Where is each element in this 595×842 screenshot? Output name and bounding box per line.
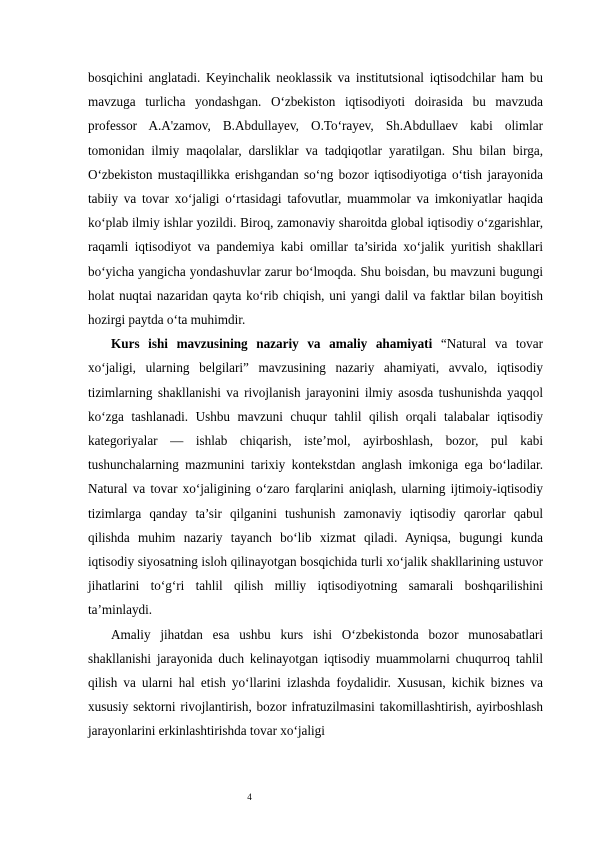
page-number-footer	[0, 792, 595, 802]
paragraph-practical: Amaliy jihatdan esa ushbu kurs ishi O‘zbekistonda bozor munosabatlari shakllanishi jarayonida duch kelinayotgan iqtisodiy muammolarni chuqurroq tahlil qilish va ularni hal etish yo‘llarini izlashda foydalidir. Xususan, kichik biznes va xususiy sektorni rivojlantirish, bozor infratuzilmasini takomillashtirish, ayirboshlash jarayonlarini erkinlashtirishda tovar xo‘jaligi	[88, 626, 543, 739]
paragraph-significance	[88, 332, 543, 622]
paragraph-continuation: bosqichini anglatadi. Keyinchalik neoklassik va institutsional iqtisodchilar ham bu mavzuga turlicha yondashgan. O‘zbekiston iqtisodiyoti doirasida bu mavzuda professor A.A'zamov, B.Abdullayev, O.To‘rayev, Sh.Abdullaev kabi olimlar tomonidan ilmiy maqolalar, darsliklar va tadqiqotlar yaratilgan. Shu bilan birga, O‘zbekiston mustaqillikka erishgandan so‘ng bozor iqtisodiyotiga o‘tish jarayonida tabiiy va tovar xo‘jaligi o‘rtasidagi tafovutlar, muammolar va imkoniyatlar haqida ko‘plab ilmiy ishlar yozildi. Biroq, zamonaviy sharoitda global iqtisodiy o‘zgarishlar, raqamli iqtisodiyot va pandemiya kabi omillar ta’sirida xo‘jalik yuritish shakllari bo‘yicha yangicha yondashuvlar zarur bo‘lmoqda. Shu boisdan, bu mavzuni bugungi holat nuqtai nazaridan qayta ko‘rib chiqish, uni yangi dalil va faktlar bilan boyitish hozirgi paytda o‘ta muhimdir.	[88, 70, 543, 328]
paragraph-run-in-heading: Kurs ishi mavzusining nazariy va amaliy ahamiyati	[111, 336, 433, 352]
paragraph-significance-body: “Natural va tovar xo‘jaligi, ularning belgilari” mavzusining nazariy ahamiyati, avvalo, iqtisodiy tizimlarning shakllanishi va rivojlanish jarayonini ilmiy asosda tushunishda yaqqol ko‘zga tashlanadi. Ushbu mavzuni chuqur tahlil qilish orqali talabalar iqtisodiy kategoriyalar — ishlab chiqarish, iste’mol, ayirboshlash, bozor, pul kabi tushunchalarning mazmunini tarixiy kontekstdan anglash imkoniga ega bo‘ladilar. Natural va tovar xo‘jaligining o‘zaro farqlarini aniqlash, ularning ijtimoiy-iqtisodiy tizimlarga qanday ta’sir qilganini tushunish zamonaviy iqtisodiy qarorlar qabul qilishda muhim nazariy tayanch bo‘lib xizmat qiladi. Ayniqsa, bugungi kunda iqtisodiy siyosatning isloh qilinayotgan bosqichida turli xo‘jalik shakllarining ustuvor jihatlarini to‘g‘ri tahlil qilish milliy iqtisodiyotning samarali boshqarilishini ta’minlaydi.	[88, 336, 543, 618]
body-text	[88, 66, 543, 744]
page-number: 4	[247, 792, 252, 802]
